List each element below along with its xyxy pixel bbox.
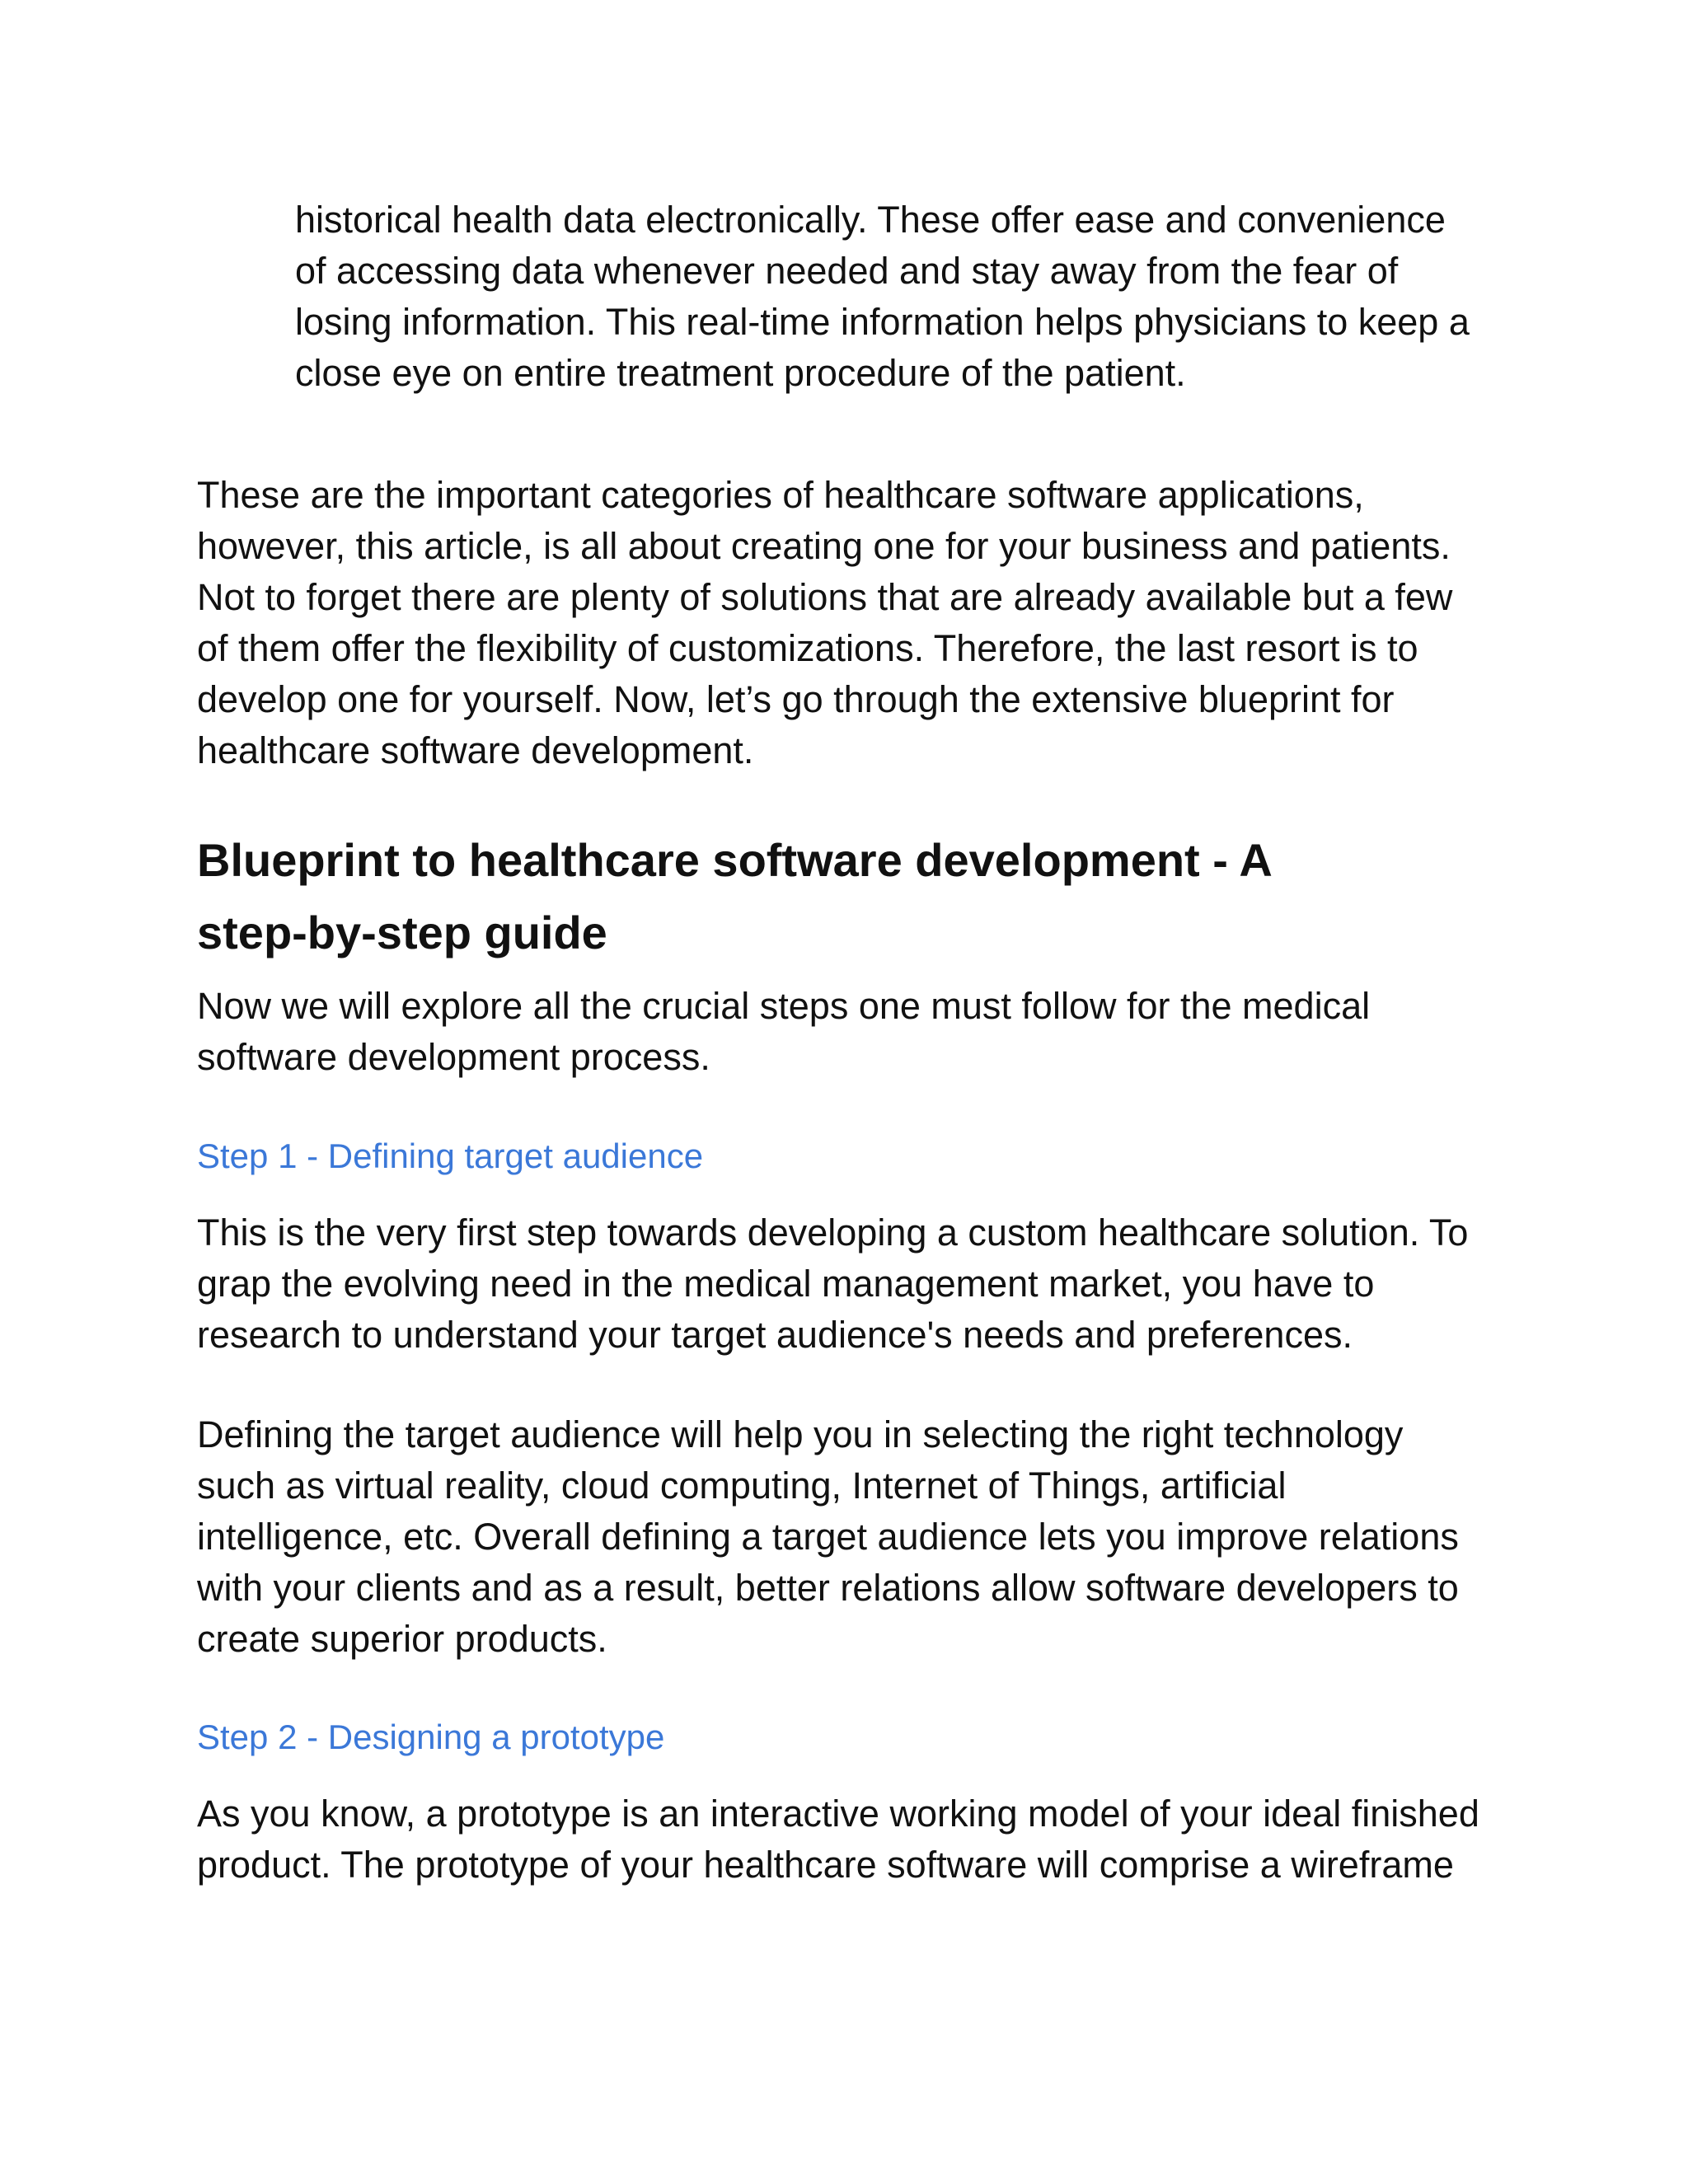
step-1-paragraph-1: This is the very first step towards developing a custom healthcare solution. To grap the evolving need in the medical management market, you have to research to understand your target audience's needs and preferences. [197,1212,1469,1356]
step-1-paragraph-2: Defining the target audience will help you in selecting the right technology such as virtual reality, cloud computing, Internet of Things, artificial intelligence, etc. Overall defining a target audience lets you improve relations with your clients and as a result, better relations allow software developers to create superior products. [197,1413,1459,1660]
step-2-heading: Step 2 - Designing a prototype [197,1718,665,1756]
section-lead-paragraph: Now we will explore all the crucial steps one must follow for the medical software development process. [197,985,1371,1078]
continued-paragraph: historical health data electronically. These offer ease and convenience of accessing data whenever needed and stay away from the fear of losing information. This real-time information helps physicians to keep a close eye on entire treatment procedure of the patient. [295,199,1470,394]
step-2-paragraph-1: As you know, a prototype is an interactive working model of your ideal finished product. The prototype of your healthcare software will comprise a wireframe [197,1793,1479,1886]
intro-paragraph: These are the important categories of healthcare software applications, however, this article, is all about creating one for your business and patients. Not to forget there are plenty of solutions that are already available but a few of them offer the flexibility of customizations. Therefore, the last resort is to develop one for yourself. Now, let’s go through the extensive blueprint for healthcare software development. [197,474,1453,771]
step-1-heading: Step 1 - Defining target audience [197,1137,704,1175]
section-heading: Blueprint to healthcare software development - A step-by-step guide [197,834,1273,958]
